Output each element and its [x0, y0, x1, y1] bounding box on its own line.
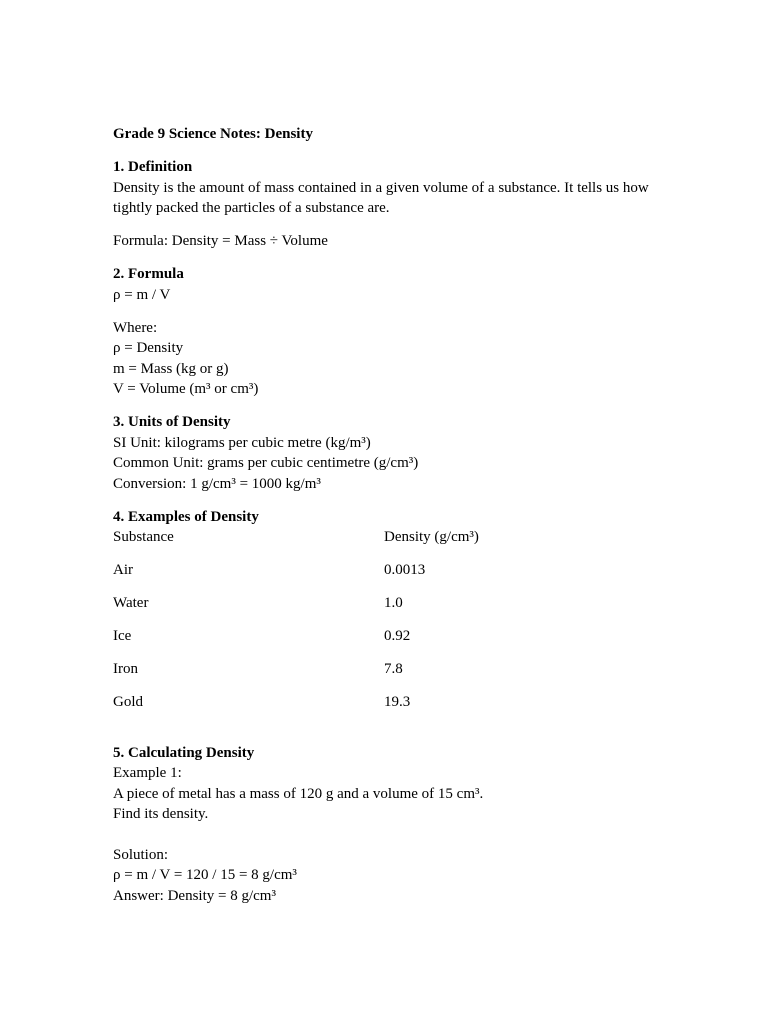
units-conversion-line: Conversion: 1 g/cm³ = 1000 kg/m³ — [113, 475, 321, 492]
substance-cell: Ice — [113, 628, 132, 644]
substance-cell: Air — [113, 562, 133, 578]
document-body — [113, 124, 673, 906]
density-cell: 0.92 — [384, 628, 411, 644]
column-header-density: Density (g/cm³) — [384, 529, 479, 545]
units-si-line: SI Unit: kilograms per cubic metre (kg/m³) — [113, 434, 371, 451]
formula-item-volume: V = Volume (m³ or cm³) — [113, 381, 259, 397]
formula-item-mass: m = Mass (kg or g) — [113, 360, 229, 377]
substance-cell: Water — [113, 595, 149, 611]
example-problem-line: Find its density. — [113, 806, 209, 822]
definition-heading: 1. Definition — [113, 159, 193, 175]
table-header-row — [113, 527, 673, 548]
substance-cell: Gold — [113, 694, 143, 710]
density-table — [113, 527, 673, 713]
solution-line: ρ = m / V = 120 / 15 = 8 g/cm³ — [113, 867, 297, 883]
example-label: Example 1: — [113, 765, 182, 781]
table-row — [113, 560, 673, 581]
formula-heading: 2. Formula — [113, 266, 184, 282]
table-row — [113, 692, 673, 713]
density-cell: 19.3 — [384, 694, 411, 710]
document-title: Grade 9 Science Notes: Density — [113, 126, 313, 142]
formula-where-label: Where: — [113, 319, 158, 336]
examples-heading: 4. Examples of Density — [113, 508, 259, 525]
density-cell: 7.8 — [384, 661, 403, 677]
table-row — [113, 659, 673, 680]
units-common-line: Common Unit: grams per cubic centimetre (g/cm³) — [113, 455, 419, 471]
solution-answer: Answer: Density = 8 g/cm³ — [113, 887, 276, 904]
solution-label: Solution: — [113, 846, 169, 863]
density-cell: 0.0013 — [384, 562, 426, 578]
table-row — [113, 626, 673, 647]
table-row — [113, 593, 673, 614]
column-header-substance: Substance — [113, 529, 174, 545]
formula-equation: ρ = m / V — [113, 286, 171, 303]
definition-text: Density is the amount of mass contained in a given volume of a substance. It tells us how tightly packed the particles of a substance are. — [113, 179, 649, 216]
units-heading: 3. Units of Density — [113, 414, 231, 430]
example-problem-line: A piece of metal has a mass of 120 g and a volume of 15 cm³. — [113, 785, 484, 802]
formula-item-density: ρ = Density — [113, 340, 184, 356]
calculating-heading: 5. Calculating Density — [113, 744, 255, 761]
density-cell: 1.0 — [384, 595, 403, 611]
substance-cell: Iron — [113, 661, 138, 677]
definition-formula-line: Formula: Density = Mass ÷ Volume — [113, 233, 328, 249]
